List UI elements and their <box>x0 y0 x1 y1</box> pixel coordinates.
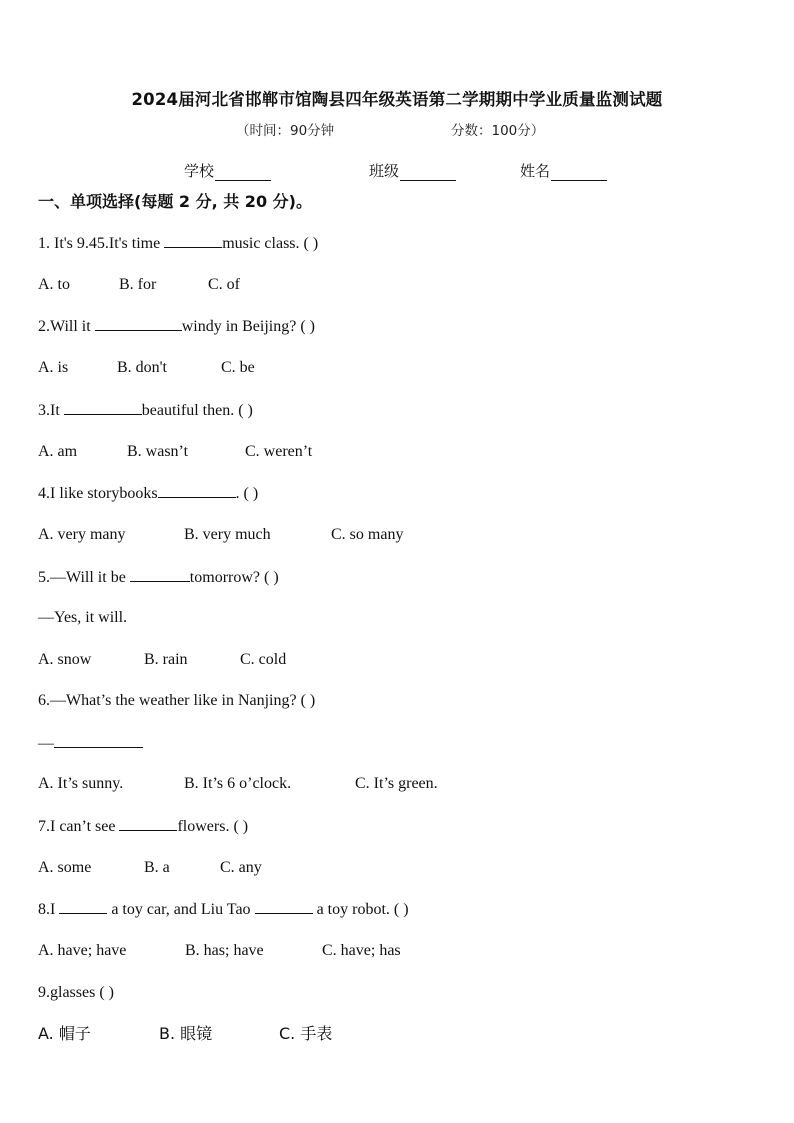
option-c: C. weren’t <box>245 443 313 460</box>
option-a: A. some <box>38 859 92 876</box>
class-field <box>369 160 456 181</box>
option-b: B. wasn’t <box>127 443 189 460</box>
question-3 <box>38 400 253 421</box>
option-b: B. don't <box>117 359 167 376</box>
question-2 <box>38 316 315 337</box>
question-text: windy in Beijing? ( ) <box>181 318 315 335</box>
option-b: B. very much <box>184 526 271 543</box>
option-a: A. snow <box>38 651 92 668</box>
answer-blank <box>59 899 107 914</box>
option-c: C. be <box>221 359 255 376</box>
option-a: A. It’s sunny. <box>38 775 124 792</box>
question-6: 6.—What’s the weather like in Nanjing? ( ) <box>38 692 316 709</box>
question-text: . ( ) <box>235 485 259 502</box>
question-text: music class. ( ) <box>222 235 319 252</box>
option-b: B. a <box>144 859 170 876</box>
question-text: 3.It <box>38 402 64 419</box>
school-field <box>184 160 271 181</box>
option-b: B. It’s 6 o’clock. <box>184 775 292 792</box>
option-a: A. am <box>38 443 78 460</box>
answer-blank <box>130 567 190 582</box>
question-text: tomorrow? ( ) <box>189 569 279 586</box>
answer-blank <box>64 400 142 415</box>
question-text: 7.I can’t see <box>38 818 120 835</box>
question-text: 5.—Will it be <box>38 569 130 586</box>
answer-blank <box>119 816 177 831</box>
class-label: 班级 <box>369 162 400 180</box>
name-blank <box>551 166 607 181</box>
question-text: a toy car, and Liu Tao <box>107 901 255 918</box>
question-text: a toy robot. ( ) <box>312 901 409 918</box>
option-b: B. has; have <box>185 942 264 959</box>
option-b: B. rain <box>144 651 188 668</box>
name-field <box>520 160 607 181</box>
question-7 <box>38 816 248 837</box>
question-text: 8.I <box>38 901 60 918</box>
option-c: C. any <box>220 859 262 876</box>
question-text: beautiful then. ( ) <box>141 402 253 419</box>
question-text: 4.I like storybooks <box>38 485 158 502</box>
question-9: 9.glasses ( ) <box>38 984 114 1001</box>
option-c: C. It’s green. <box>355 775 438 792</box>
exam-time: （时间：90分钟 <box>236 123 335 139</box>
question-1 <box>38 233 318 254</box>
question-8 <box>38 899 409 920</box>
option-a: A. to <box>38 276 70 293</box>
answer-blank <box>158 483 236 498</box>
question-4 <box>38 483 258 504</box>
option-c: C. of <box>208 276 240 293</box>
question-text: 1. It's 9.45.It's time <box>38 235 165 252</box>
option-b: B. for <box>119 276 157 293</box>
option-a: A. very many <box>38 526 126 543</box>
exam-title: 2024届河北省邯郸市馆陶县四年级英语第二学期期中学业质量监测试题 <box>131 90 663 109</box>
answer-blank <box>255 899 313 914</box>
question-5 <box>38 567 279 588</box>
option-a: A. have; have <box>38 942 127 959</box>
answer-blank <box>95 316 182 331</box>
name-label: 姓名 <box>520 162 551 180</box>
question-text: 2.Will it <box>38 318 95 335</box>
class-blank <box>400 166 456 181</box>
section-title: 一、单项选择(每题 2 分, 共 20 分)。 <box>38 192 312 211</box>
school-blank <box>215 166 271 181</box>
answer-blank <box>54 733 143 748</box>
option-a: A. is <box>38 359 69 376</box>
question-text: — <box>38 735 54 752</box>
option-c: C. 手表 <box>279 1024 333 1043</box>
exam-score: 分数：100分） <box>451 123 545 139</box>
school-label: 学校 <box>184 162 215 180</box>
question-text: flowers. ( ) <box>177 818 249 835</box>
question-6-answer <box>38 733 143 754</box>
option-c: C. so many <box>331 526 404 543</box>
question-5-answer: —Yes, it will. <box>38 609 128 626</box>
option-c: C. have; has <box>322 942 401 959</box>
option-a: A. 帽子 <box>38 1024 91 1043</box>
option-b: B. 眼镜 <box>159 1024 213 1043</box>
option-c: C. cold <box>240 651 287 668</box>
answer-blank <box>164 233 222 248</box>
